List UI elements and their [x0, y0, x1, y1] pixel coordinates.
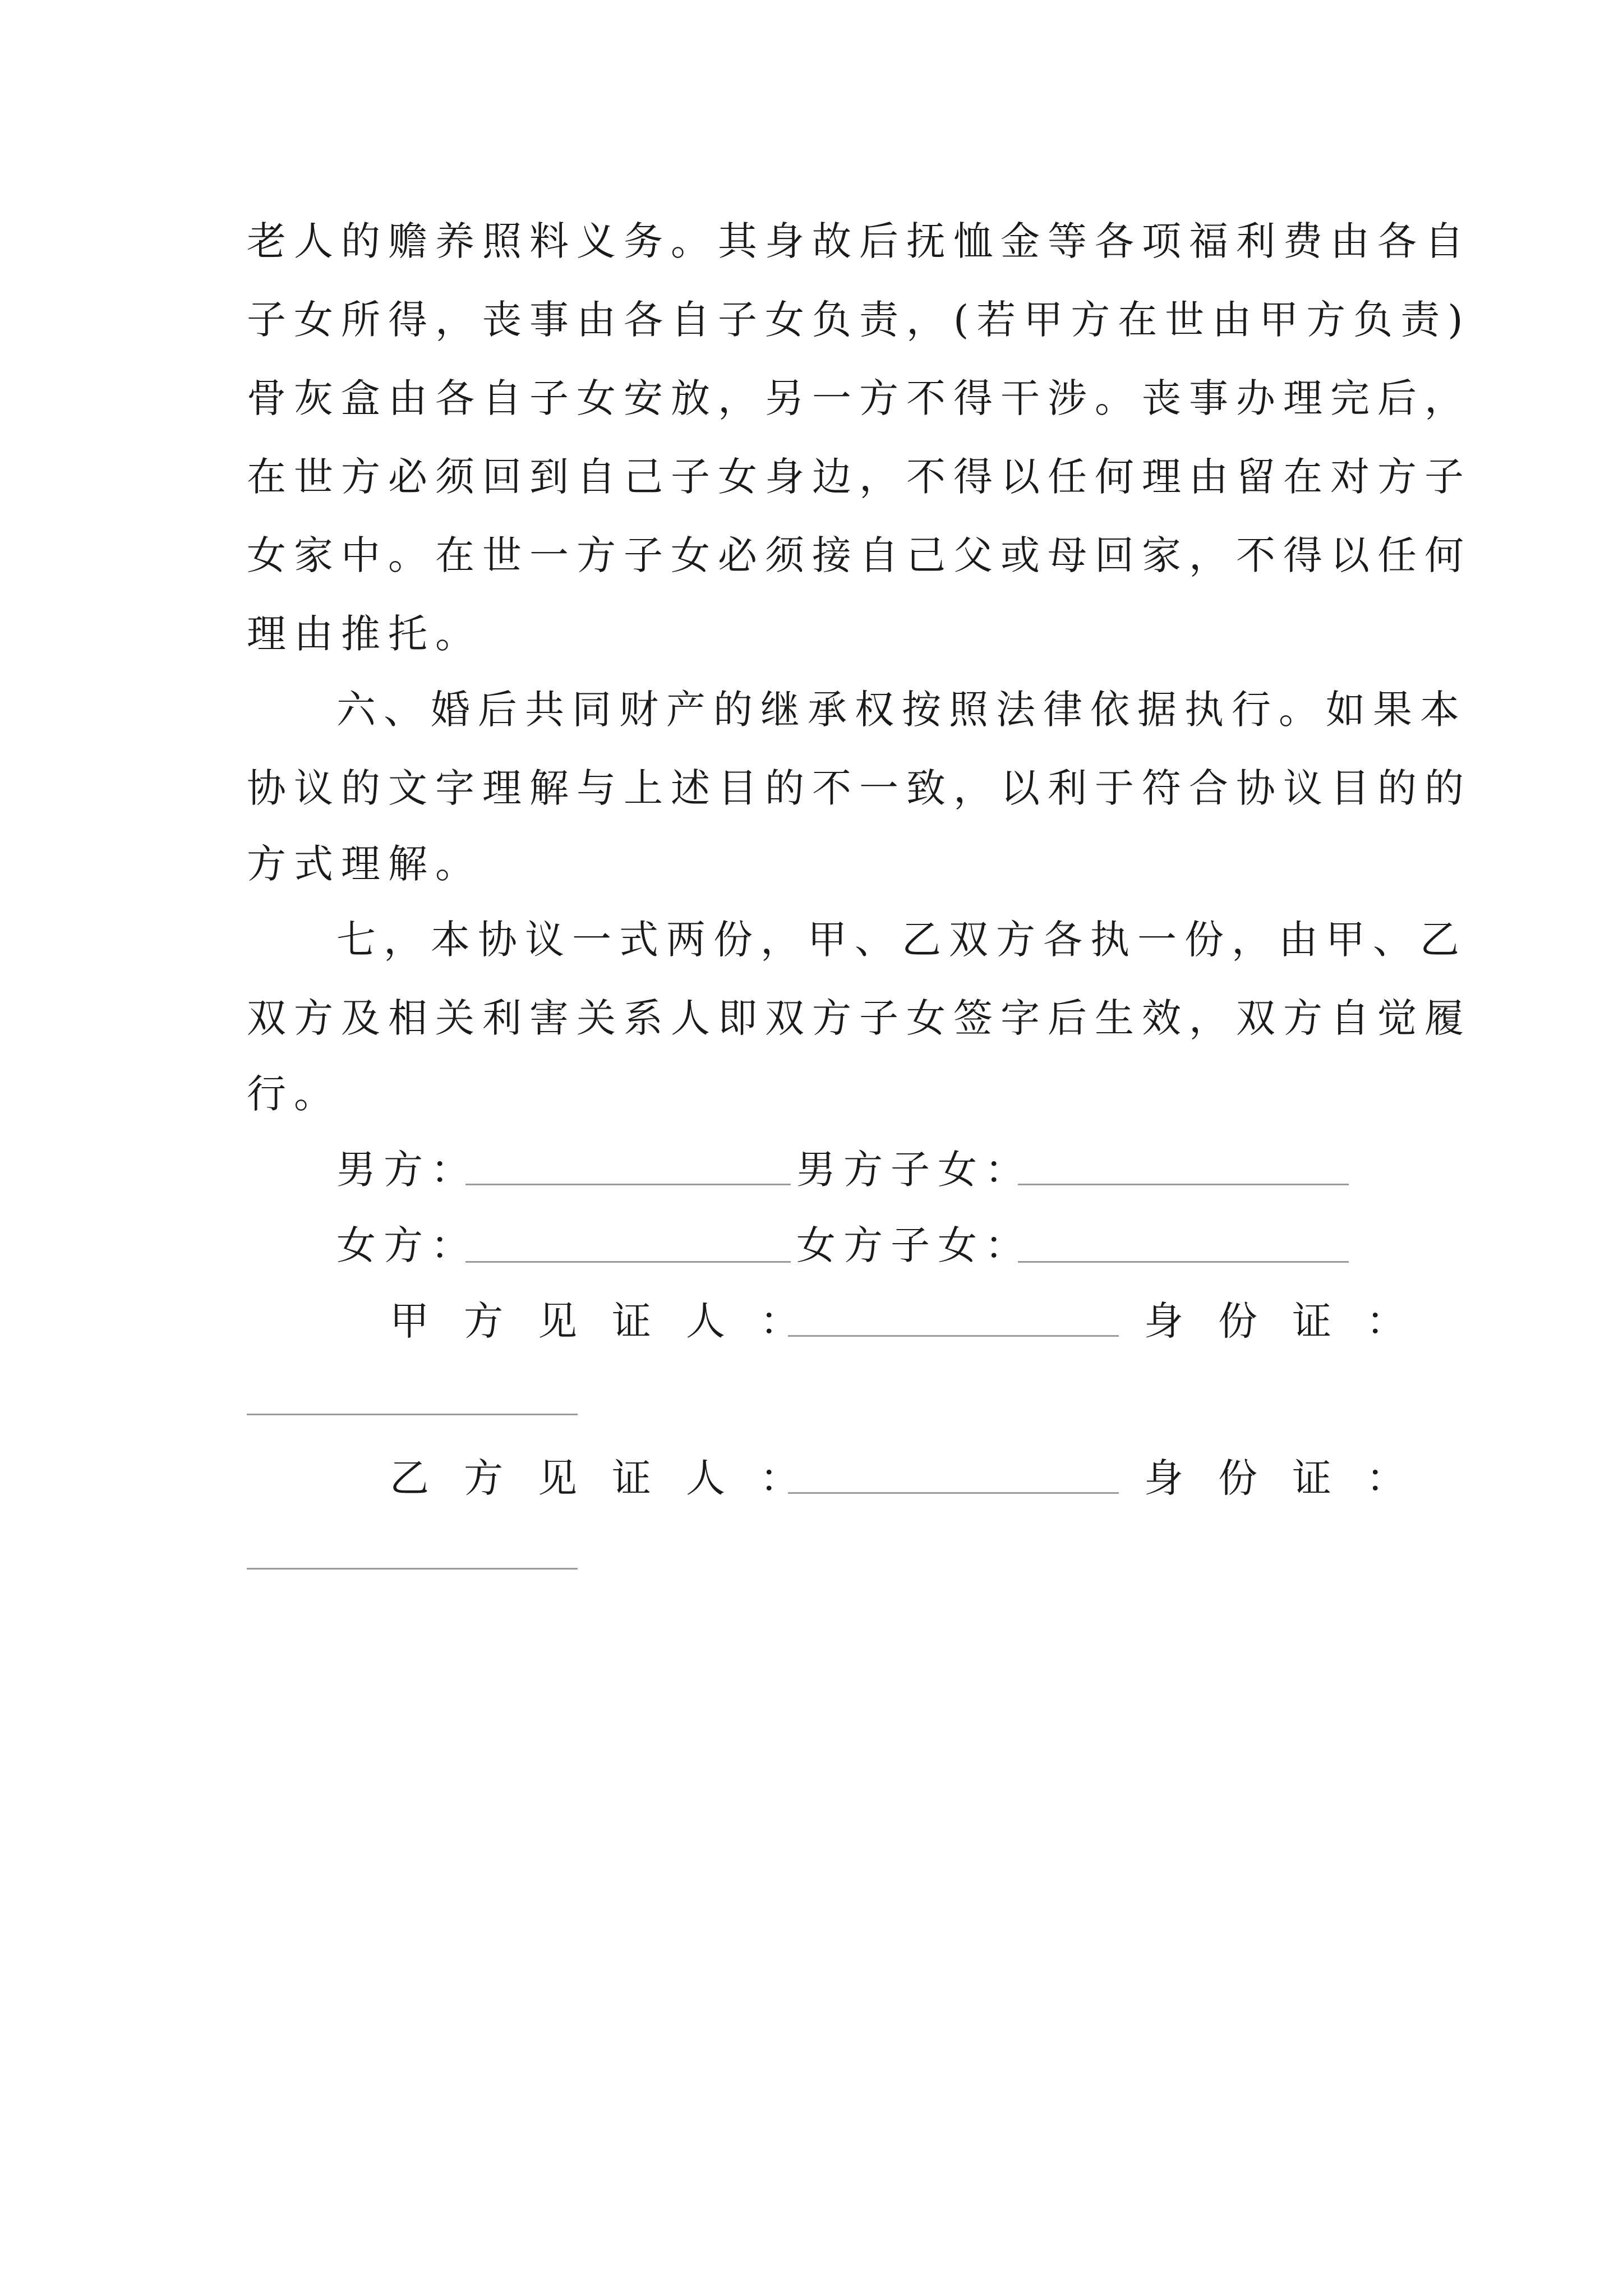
female-label: 女方： — [336, 1222, 478, 1268]
witness-b-id-label: 身份证： — [1144, 1455, 1440, 1501]
paragraph-6-line-2: 协议的文字理解与上述目的不一致，以利于符合协议目的的 — [247, 765, 1472, 811]
male-label: 男方： — [336, 1147, 478, 1193]
female-children-label: 女方子女： — [796, 1222, 1032, 1268]
paragraph-5-line-4: 在世方必须回到自己子女身边，不得以任何理由留在对方子 — [247, 454, 1472, 500]
witness-a-label: 甲方见证人： — [390, 1298, 834, 1344]
paragraph-7-line-3: 行。 — [247, 1071, 341, 1117]
male-signature-line[interactable] — [465, 1184, 791, 1185]
paragraph-5-line-6: 理由推托。 — [247, 611, 482, 657]
paragraph-5-line-3: 骨灰盒由各自子女安放，另一方不得干涉。丧事办理完后， — [247, 375, 1472, 421]
witness-b-label: 乙方见证人： — [390, 1455, 834, 1501]
female-signature-line[interactable] — [465, 1261, 791, 1263]
paragraph-7-line-2: 双方及相关利害关系人即双方子女签字后生效，双方自觉履 — [247, 995, 1472, 1041]
male-children-label: 男方子女： — [796, 1147, 1032, 1193]
female-children-signature-line[interactable] — [1018, 1261, 1349, 1263]
witness-a-id-label: 身份证： — [1144, 1298, 1440, 1344]
paragraph-6-line-3: 方式理解。 — [247, 841, 482, 887]
male-children-signature-line[interactable] — [1018, 1184, 1349, 1185]
witness-b-id-line[interactable] — [247, 1568, 578, 1570]
paragraph-7-line-1: 七，本协议一式两份，甲、乙双方各执一份，由甲、乙 — [336, 917, 1467, 963]
witness-b-signature-line[interactable] — [788, 1492, 1119, 1494]
paragraph-5-line-2: 子女所得，丧事由各自子女负责，(若甲方在世由甲方负责) — [247, 297, 1471, 343]
paragraph-5-line-1: 老人的赡养照料义务。其身故后抚恤金等各项福利费由各自 — [247, 218, 1472, 264]
witness-a-signature-line[interactable] — [788, 1335, 1119, 1337]
paragraph-5-line-5: 女家中。在世一方子女必须接自己父或母回家，不得以任何 — [247, 532, 1472, 578]
paragraph-6-line-1: 六、婚后共同财产的继承权按照法律依据执行。如果本 — [336, 687, 1467, 733]
witness-a-id-line[interactable] — [247, 1414, 578, 1415]
